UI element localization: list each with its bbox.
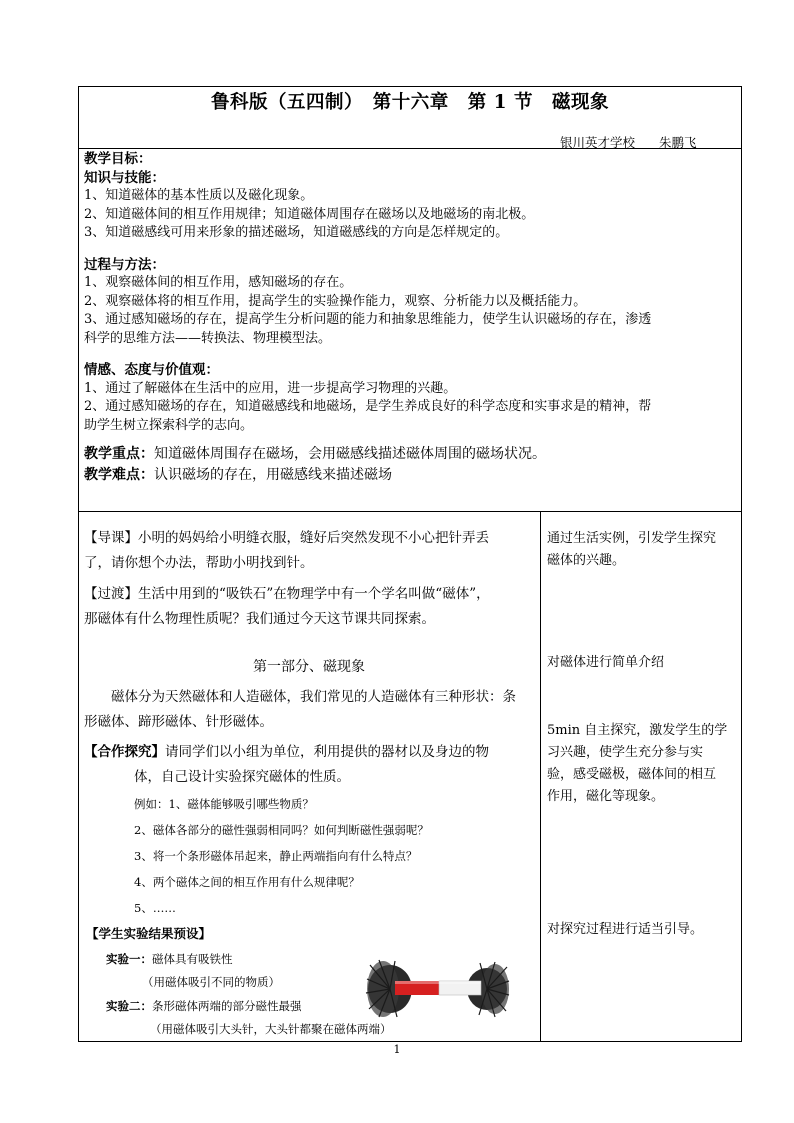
magnet-text: 磁体分为天然磁体和人造磁体，我们常见的人造磁体有三种形状：条 <box>111 689 516 705</box>
note-text: 5min 自主探究，激发学生的学 <box>547 723 728 738</box>
objectives-row-divider <box>78 511 742 512</box>
coop-text: 体，自己设计实验探究磁体的性质。 <box>134 769 350 785</box>
magnet-intro <box>84 685 534 735</box>
preset-title: 【学生实验结果预设】 <box>86 926 212 941</box>
note-text: 磁体的兴趣。 <box>547 553 626 568</box>
note-guidance: 对探究过程进行适当引导。 <box>547 922 704 937</box>
emotion-item: 2、通过感知磁场的存在，知道磁感线和地磁场，是学生养成良好的科学态度和实事求是的精神，帮 <box>84 399 652 414</box>
transition-text: 生活中用到的“吸铁石”在物理学中有一个学名叫做“磁体”， <box>138 586 490 602</box>
key-point-text: 知道磁体周围存在磁场，会用磁感线描述磁体周围的磁场状况。 <box>154 446 546 462</box>
page-number: 1 <box>393 1043 401 1056</box>
process-item: 1、观察磁体间的相互作用，感知磁场的存在。 <box>84 275 353 290</box>
process-item: 科学的思维方法——转换法、物理模型法。 <box>84 330 332 346</box>
author-line <box>560 133 697 151</box>
note-text: 通过生活实例，引发学生探究 <box>547 531 717 546</box>
experiment-1-note: （用磁体吸引不同的物质） <box>142 975 280 989</box>
knowledge-item: 2、知道磁体间的相互作用规律；知道磁体周围存在磁场以及地磁场的南北极。 <box>84 206 535 222</box>
emotion-item: 1、通过了解磁体在生活中的应用，进一步提高学习物理的兴趣。 <box>84 380 457 396</box>
experiment-1-text: 磁体具有吸铁性 <box>152 952 233 966</box>
page-title: 鲁科版（五四制） 第十六章 第 1 节 磁现象 <box>210 92 609 113</box>
transition-text: 那磁体有什么物理性质呢？我们通过今天这节课共同探索。 <box>84 611 435 627</box>
coop-tag: 【合作探究】 <box>84 744 165 760</box>
intro-tag: 【导课】 <box>84 530 138 546</box>
key-point <box>84 444 734 465</box>
experiment-2-note: （用磁体吸引大头针，大头针都聚在磁体两端） <box>150 1022 392 1036</box>
notes-column-divider <box>540 511 541 1042</box>
objectives-heading: 教学目标： <box>84 151 152 167</box>
note-text: 验，感受磁极，磁体间的相互 <box>547 767 717 782</box>
experiment-1 <box>106 951 233 967</box>
difficulty-point <box>84 465 734 486</box>
note-text: 习兴趣，使学生充分参与实 <box>547 745 704 760</box>
experiment-2 <box>106 998 302 1014</box>
note-magnet: 对磁体进行简单介绍 <box>547 655 665 670</box>
teaching-objectives <box>84 150 734 486</box>
process-heading: 过程与方法： <box>84 256 165 273</box>
teacher-name: 朱鹏飞 <box>659 135 697 150</box>
difficulty-label: 教学难点： <box>84 467 154 483</box>
question-item: 5、…… <box>134 901 176 915</box>
lesson-transition <box>84 582 534 632</box>
question-item: 2、磁体各部分的磁性强弱相同吗？如何判断磁性强弱呢？ <box>134 823 429 837</box>
bar-magnet-filings-image <box>365 959 510 1019</box>
knowledge-heading: 知识与技能： <box>84 169 165 186</box>
key-point-label: 教学重点： <box>84 446 154 462</box>
note-text: 作用，磁化等现象。 <box>547 789 665 804</box>
emotion-heading: 情感、态度与价值观： <box>84 362 219 378</box>
question-item: 3、将一个条形磁体吊起来，静止两端指向有什么特点？ <box>134 849 418 863</box>
experiment-2-label: 实验二： <box>106 999 152 1013</box>
lesson-intro <box>84 526 534 576</box>
note-inquiry <box>547 720 733 808</box>
knowledge-item: 3、知道磁感线可用来形象的描述磁场，知道磁感线的方向是怎样规定的。 <box>84 225 509 240</box>
transition-tag: 【过渡】 <box>84 586 138 602</box>
experiment-1-label: 实验一： <box>106 952 152 966</box>
coop-text: 请同学们以小组为单位，利用提供的器材以及身边的物 <box>165 744 489 760</box>
question-item: 4、两个磁体之间的相互作用有什么规律呢？ <box>134 875 360 889</box>
difficulty-text: 认识磁场的存在，用磁感线来描述磁场 <box>154 467 392 483</box>
school-name: 银川英才学校 <box>560 135 636 150</box>
process-item: 2、观察磁体将的相互作用，提高学生的实验操作能力，观察、分析能力以及概括能力。 <box>84 293 587 309</box>
cooperative-inquiry <box>84 740 534 790</box>
section-title: 第一部分、磁现象 <box>253 659 365 675</box>
intro-text: 小明的妈妈给小明缝衣服，缝好后突然发现不小心把针弄丢 <box>138 530 489 546</box>
note-intro <box>547 528 733 572</box>
process-item: 3、通过感知磁场的存在，提高学生分析问题的能力和抽象思维能力，使学生认识磁场的存在，渗透 <box>84 312 652 327</box>
knowledge-item: 1、知道磁体的基本性质以及磁化现象。 <box>84 188 314 203</box>
question-item: 例如：1、磁体能够吸引哪些物质？ <box>134 797 314 811</box>
magnet-text: 形磁体、蹄形磁体、针形磁体。 <box>84 714 273 730</box>
emotion-item: 助学生树立探索科学的志向。 <box>84 417 254 433</box>
intro-text: 了，请你想个办法，帮助小明找到针。 <box>84 555 314 571</box>
experiment-2-text: 条形磁体两端的部分磁性最强 <box>152 999 302 1013</box>
